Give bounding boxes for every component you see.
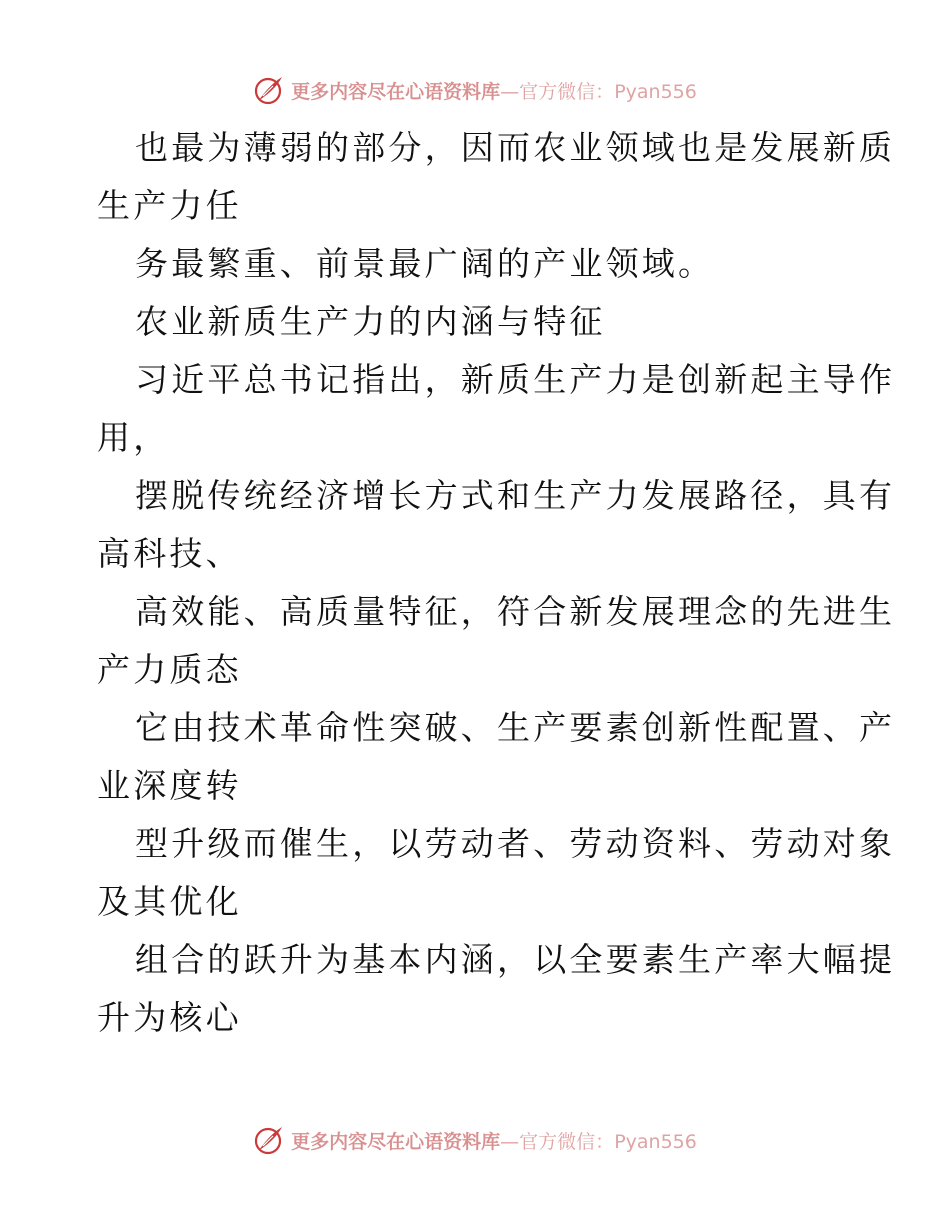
document-body: [97, 119, 896, 1047]
section-heading: 农业新质生产力的内涵与特征: [135, 302, 606, 341]
feather-pen-logo-icon: [253, 1124, 285, 1156]
body-line: 高科技、: [97, 534, 242, 573]
watermark-dash: —: [500, 1130, 520, 1153]
body-line: 习近平总书记指出，新质生产力是创新起主导作: [135, 360, 896, 399]
body-line: 产力质态: [97, 650, 242, 689]
watermark-group: [253, 1124, 697, 1156]
body-line: 它由技术革命性突破、生产要素创新性配置、产: [135, 708, 896, 747]
body-line: 生产力任: [97, 186, 242, 225]
body-line: 型升级而催生，以劳动者、劳动资料、劳动对象: [135, 824, 896, 863]
body-line: 业深度转: [97, 766, 242, 805]
watermark-site-text: 更多内容尽在心语资料库: [291, 80, 501, 103]
body-line: 用，: [97, 418, 170, 457]
watermark-wechat-label: 官方微信：: [519, 80, 615, 103]
body-line: 组合的跃升为基本内涵，以全要素生产率大幅提: [135, 940, 896, 979]
watermark-group: [253, 74, 697, 106]
body-line: 高效能、高质量特征，符合新发展理念的先进生: [135, 592, 896, 631]
watermark-site-text: 更多内容尽在心语资料库: [291, 1130, 501, 1153]
watermark-wechat-id: Pyan556: [614, 1130, 697, 1153]
watermark-wechat-id: Pyan556: [614, 80, 697, 103]
watermark-dash: —: [500, 80, 520, 103]
body-line: 也最为薄弱的部分，因而农业领域也是发展新质: [135, 128, 896, 167]
body-line: 升为核心: [97, 998, 242, 1037]
header-watermark: [0, 72, 950, 108]
footer-watermark: [0, 1122, 950, 1158]
feather-pen-logo-icon: [253, 74, 285, 106]
watermark-wechat-label: 官方微信：: [519, 1130, 615, 1153]
body-line: 及其优化: [97, 882, 242, 921]
watermark-text: [291, 1127, 697, 1154]
watermark-text: [291, 77, 697, 104]
body-line: 务最繁重、前景最广阔的产业领域。: [135, 244, 715, 283]
body-line: 摆脱传统经济增长方式和生产力发展路径，具有: [135, 476, 896, 515]
